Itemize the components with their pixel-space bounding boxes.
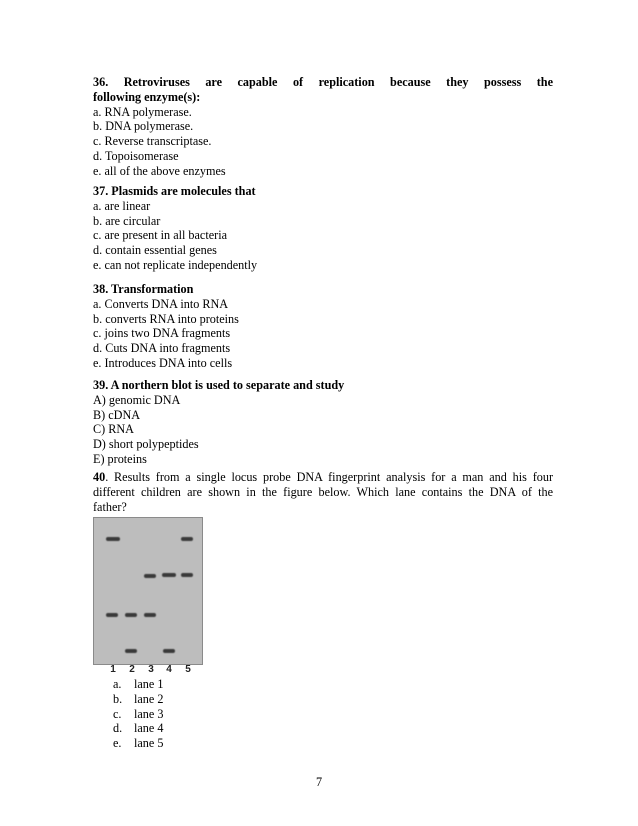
band-lane3-c bbox=[144, 613, 156, 617]
question-36-option-c: c. Reverse transcriptase. bbox=[93, 134, 212, 149]
band-lane1-a bbox=[106, 537, 120, 541]
question-39-option-d: D) short polypeptides bbox=[93, 437, 199, 452]
question-37-option-c: c. are present in all bacteria bbox=[93, 228, 227, 243]
question-38-title: 38. Transformation bbox=[93, 282, 194, 296]
answer-e bbox=[113, 736, 163, 751]
answer-b-letter: b. bbox=[113, 691, 123, 706]
question-40-text-line3: father? bbox=[93, 499, 127, 514]
question-36-title-line1: 36. Retroviruses are capable of replication because they possess the bbox=[93, 75, 553, 89]
question-40-number: 40 bbox=[93, 470, 106, 484]
question-40-text-line2: different children are shown in the figure below. Which lane contains the DNA of the bbox=[93, 484, 553, 499]
question-36-option-a: a. RNA polymerase. bbox=[93, 104, 192, 119]
question-37-option-b: b. are circular bbox=[93, 213, 161, 228]
answer-e-letter: e. bbox=[113, 736, 122, 751]
answer-a-letter: a. bbox=[113, 677, 122, 691]
question-38-option-e: e. Introduces DNA into cells bbox=[93, 355, 233, 370]
answer-d-letter: d. bbox=[113, 721, 123, 736]
lane-label-1: 1 bbox=[110, 664, 116, 675]
band-lane4-b bbox=[162, 573, 176, 577]
answer-c bbox=[113, 707, 163, 722]
answer-c-letter: c. bbox=[113, 706, 122, 721]
band-lane5-b bbox=[181, 573, 193, 577]
question-38-option-d: d. Cuts DNA into fragments bbox=[93, 341, 231, 356]
question-39-option-e: E) proteins bbox=[93, 451, 147, 466]
question-39-option-b: B) cDNA bbox=[93, 407, 141, 422]
lane-label-4: 4 bbox=[166, 664, 172, 675]
page-number: 7 bbox=[315, 775, 323, 789]
question-38 bbox=[93, 282, 553, 371]
answer-d bbox=[113, 721, 163, 736]
lane-label-3: 3 bbox=[148, 664, 154, 675]
question-37-title: 37. Plasmids are molecules that bbox=[93, 184, 256, 198]
question-40 bbox=[93, 470, 553, 514]
question-40-text-line1: . Results from a single locus probe DNA fingerprint analysis for a man and his four bbox=[105, 470, 553, 484]
question-36-option-d: d. Topoisomerase bbox=[93, 148, 179, 163]
answer-a-text: lane 1 bbox=[134, 677, 164, 691]
question-37-option-a: a. are linear bbox=[93, 198, 151, 213]
question-39-option-a: A) genomic DNA bbox=[93, 392, 181, 407]
question-36 bbox=[93, 75, 553, 179]
answer-e-text: lane 5 bbox=[134, 736, 164, 751]
band-lane2-d bbox=[125, 649, 137, 653]
question-37-option-d: d. contain essential genes bbox=[93, 243, 217, 258]
question-38-option-b: b. converts RNA into proteins bbox=[93, 311, 239, 326]
answer-b bbox=[113, 692, 163, 707]
band-lane2-c bbox=[125, 613, 137, 617]
question-38-option-c: c. joins two DNA fragments bbox=[93, 326, 231, 341]
band-lane4-d bbox=[163, 649, 175, 653]
band-lane5-a bbox=[181, 537, 193, 541]
question-40-answers bbox=[113, 677, 163, 751]
band-lane3-b bbox=[144, 574, 156, 578]
question-37 bbox=[93, 184, 553, 273]
lane-label-2: 2 bbox=[129, 664, 135, 675]
answer-a bbox=[113, 677, 163, 692]
question-39-title: 39. A northern blot is used to separate and study bbox=[93, 378, 345, 392]
band-lane1-c bbox=[106, 613, 118, 617]
answer-b-text: lane 2 bbox=[134, 691, 164, 706]
lane-label-5: 5 bbox=[185, 664, 191, 675]
question-38-option-a: a. Converts DNA into RNA bbox=[93, 296, 229, 311]
question-39-option-c: C) RNA bbox=[93, 422, 134, 437]
question-39 bbox=[93, 378, 553, 467]
answer-d-text: lane 4 bbox=[134, 721, 164, 736]
dna-fingerprint-blot bbox=[93, 517, 203, 665]
question-36-option-e: e. all of the above enzymes bbox=[93, 163, 226, 178]
question-37-option-e: e. can not replicate independently bbox=[93, 257, 258, 272]
question-36-title-line2: following enzyme(s): bbox=[93, 89, 201, 104]
question-36-option-b: b. DNA polymerase. bbox=[93, 119, 194, 134]
question-40-line1 bbox=[93, 470, 553, 485]
answer-c-text: lane 3 bbox=[134, 706, 164, 721]
